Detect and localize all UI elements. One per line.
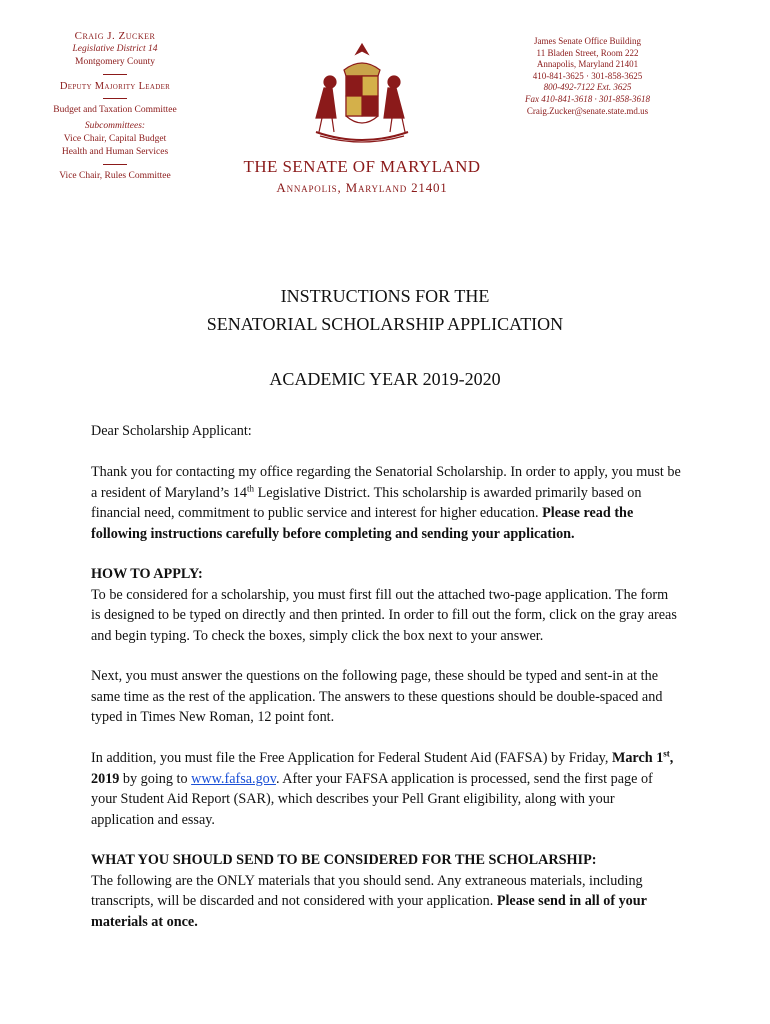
fafsa-text-a: In addition, you must file the Free Application for Federal Student Aid (FAFSA) by Friday, — [91, 750, 612, 766]
divider — [103, 164, 127, 165]
intro-bold: Please read the following instructions carefully before completing and sending your application. — [91, 505, 634, 542]
maryland-seal-icon — [296, 40, 428, 152]
senator-name: Craig J. Zucker — [74, 30, 156, 42]
committee: Budget and Taxation Committee — [53, 105, 177, 115]
heading-application: SENATORIAL SCHOLARSHIP APPLICATION — [206, 314, 564, 334]
what-to-send-section — [91, 850, 681, 932]
fafsa-sup: st — [663, 748, 670, 759]
city-address: Annapolis, Maryland 21401 — [536, 59, 639, 70]
county: Montgomery County — [75, 57, 155, 67]
email: Craig.Zucker@senate.state.md.us — [526, 105, 649, 116]
next-paragraph: Next, you must answer the questions on the following page, these should be typed and sent-in at the same time as the rest of the application. The answers to these questions should be double-spaced and typed in Times New Roman, 12 point font. — [91, 668, 663, 725]
divider — [103, 74, 127, 75]
salutation: Dear Scholarship Applicant: — [91, 423, 252, 439]
subcommittee-1: Vice Chair, Capital Budget — [63, 134, 167, 144]
send-text: The following are the ONLY materials that you should send. Any extraneous materials, including transcripts, will be discarded and not considered with your application. — [91, 872, 643, 909]
fafsa-paragraph — [91, 748, 681, 830]
office-building: James Senate Office Building — [533, 36, 642, 46]
fax: Fax 410-841-3618 · 301-858-3618 — [525, 93, 650, 104]
intro-sup: th — [247, 482, 255, 493]
how-text: To be considered for a scholarship, you must first fill out the attached two-page application. The form is designed to be typed on directly and then printed. In order to fill out the form, click on the gray areas and begin typing. To check the boxes, simply click the box next to your answer. — [91, 586, 677, 644]
divider — [103, 98, 127, 99]
intro-text-a: Thank you for contacting my office regarding the Senatorial Scholarship. In order to apply, you must be a resident of Maryland’s 14 — [91, 464, 681, 501]
phone-1: 410-841-3625 · 301-858-3625 — [532, 70, 643, 81]
letterhead-left — [35, 30, 195, 183]
intro-text-b: Legislative District. This scholarship is awarded primarily based on financial need, commitment to public service and interest for higher education. — [91, 484, 642, 521]
send-bold: Please send in all of your materials at once. — [91, 893, 647, 930]
intro-paragraph — [91, 462, 681, 544]
street-address: 11 Bladen Street, Room 222 — [536, 47, 639, 58]
fafsa-link[interactable]: www.fafsa.gov — [191, 770, 276, 787]
leader-title: Deputy Majority Leader — [59, 81, 171, 92]
how-to-apply-section — [91, 564, 681, 646]
rules-committee: Vice Chair, Rules Committee — [59, 171, 171, 181]
phone-2: 800-492-7122 Ext. 3625 — [543, 82, 632, 93]
district: Legislative District 14 — [72, 44, 158, 54]
fafsa-date: March 1 — [611, 750, 664, 766]
letterhead-right — [500, 36, 675, 117]
subcommittees-label: Subcommittees: — [84, 121, 146, 131]
how-heading: HOW TO APPLY: — [91, 566, 203, 582]
send-heading: WHAT YOU SHOULD SEND TO BE CONSIDERED FOR THE SCHOLARSHIP: — [91, 852, 597, 868]
fafsa-year: , 2019 — [91, 750, 674, 787]
fafsa-text-b: by going to — [119, 770, 192, 787]
senate-title: THE SENATE OF MARYLAND — [243, 157, 481, 176]
heading-academic-year: ACADEMIC YEAR 2019-2020 — [269, 369, 501, 389]
subcommittee-2: Health and Human Services — [61, 147, 169, 157]
senate-subtitle: Annapolis, Maryland 21401 — [276, 180, 448, 195]
heading-instructions: INSTRUCTIONS FOR THE — [280, 286, 490, 306]
fafsa-text-c: . After your FAFSA application is processed, send the first page of your Student Aid Report (SAR), which describes your Pell Grant eligibility, along with your application and essay. — [91, 770, 653, 828]
